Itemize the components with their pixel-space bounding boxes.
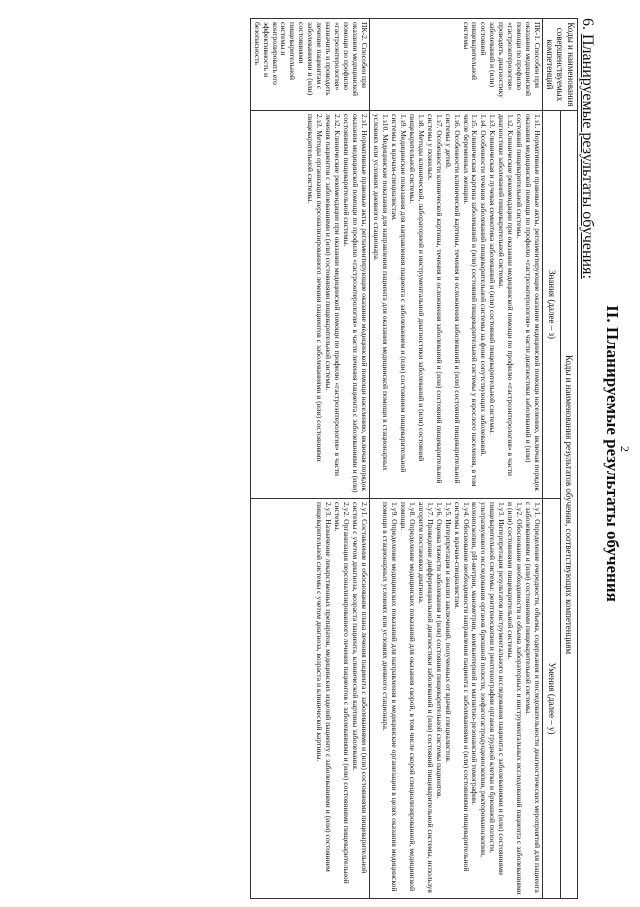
skill-item: 1.у9. Определение медицинских показаний для направления в медицинские организации в целях оказания медицинской помощи в стационарных условиях или условиях дневного стационара. [380, 502, 399, 892]
knowledge-item: 1.з4. Особенности течения заболеваний пищеварительной системы на фоне сопутствующих заболеваний. [479, 114, 489, 457]
skill-item: 2.у3. Назначение лекарственных препаратов, медицинских изделий пациенту с заболеваниями и (или) состоянием пищеварительной системы с учетом диагноза, возраста и клинической картины. [315, 502, 334, 872]
knowledge-item: 1.з2. Клинические рекомендации при оказании медицинской помощи по профилю «гастроэнтерология» в части диагностики заболеваний пищеварительной системы. [497, 114, 516, 476]
header-merged: Коды и наименования результатов обучения, соответствующих компетенциям [560, 111, 577, 899]
learning-outcomes-table [250, 18, 578, 899]
knowledge-item: 2.з2. Клинические рекомендации при оказании медицинской помощи по профилю «гастроэнтерология» в части лечения пациентов с заболеваниями и (или) состояниями пищеварительной системы. [324, 114, 343, 476]
header-competences: Коды и наименования совершенствуемых компетенций [543, 19, 578, 111]
knowledge-item: 1.з6. Особенности клинической картины, течения и осложнения заболеваний и (или) состояний пищеварительной системы у детей. [443, 114, 462, 484]
table-row [370, 19, 543, 899]
competence-cell: ПК-2. Способен при оказании медицинской помощи по профилю «гастроэнтерология» назначить и проводить лечение пациентам с заболеваниями и (или) состояниями пищеварительной системы и контролировать его эффективность и безопасность [250, 19, 369, 111]
subtitle-prefix: 6. [579, 18, 596, 34]
competence-cell: ПК-1. Способен при оказании медицинской помощи по профилю «гастроэнтерология» проводить диагностику заболеваний и (или) состояний пищеварительной системы [370, 19, 543, 111]
header-knowledge: Знания (далее – з) [543, 111, 560, 499]
skill-item: 1.у2. Обоснование необходимости и объема лабораторных и инструментальных исследований пациента с заболеваниями и (или) состояниями пищеварительной системы. [506, 502, 525, 895]
skills-cell [250, 499, 369, 899]
knowledge-item: 1.з1. Нормативные правовые акты, регламентирующие оказание медицинской помощи населению, включая порядок оказания медицинской помощи по профилю «гастроэнтерология» в части диагностики заболеваний и (или) состояний пищеварительной системы. [515, 114, 543, 492]
knowledge-item: 1.з10. Медицинские показания для направления пациента для оказания медицинской помощи в стационарных условиях или условиях дневного стационара. [372, 114, 390, 471]
page-number: 2 [618, 446, 632, 452]
knowledge-item: 1.з9. Медицинские показания для направления пациента с заболеванием и (или) состоянием пищеварительной системы к врачам-специалистам. [389, 114, 408, 473]
skills-cell [370, 499, 543, 899]
subtitle-underlined: Планируемые результаты обучения: [579, 34, 596, 279]
skill-item: 1.у6. Оценка тяжести заболевания и (или) состояния пищеварительной системы пациентов. [434, 502, 444, 799]
skill-item: 1.у4. Обоснование необходимости направления пациента с заболеваниями и (или) состояниями пищеварительной системы к врачам-специалистам. [452, 502, 471, 872]
knowledge-item: 1.з8. Методы клинической, лабораторной и инструментальной диагностики заболеваний и (или) состояний пищеварительной системы. [407, 114, 426, 462]
header-skills: Умения (далее – у) [543, 499, 560, 899]
skill-item: 1.у7. Проведение дифференциальной диагностики заболеваний и (или) состояний пищеварительной системы, используя алгоритм постановки диагноза. [416, 502, 435, 893]
skill-item: 1.у3. Интерпретация результатов инструментального исследования пациента с заболеваниями и (или) состояниями пищеварительной системы: рентгеноскопии и рентгенографии органов грудной клетки и брюшной полости, ультразвукового исследования органов брюшной полости, эзофагогастродуоденоскопии, ректороманоскопии, колоноскопии, pH-метрии, манометрии, компьютерной и магнитно-резонансной томографии. [470, 502, 507, 875]
knowledge-item: 1.з3. Клиническая и лучевая семиотика заболеваний и (или) состояний пищеварительной системы. [488, 114, 498, 435]
knowledge-item: 2.з1. Нормативные правовые акты, регламентирующие оказание медицинской помощи населению, включая порядок оказания медицинской помощи по профилю «гастроэнтерология» в части лечения пациента с заболеваниями и (или) состояниями пищеварительной системы. [342, 114, 370, 493]
knowledge-item: 1.з5. Клиническая картина заболеваний и (или) состояний пищеварительной системы у взрослого населения, в том числе беременных женщин. [461, 114, 480, 487]
knowledge-item: 1.з7. Особенности клинической картины, течения и осложнения заболеваний и (или) состояний пищеварительной системы у пожилых. [425, 114, 444, 484]
subtitle [578, 18, 596, 279]
knowledge-cell [370, 111, 543, 499]
section-title: II. Планируемые результаты обучения [603, 305, 622, 602]
knowledge-item: 2.з3. Методы организации персонализированного лечения пациентов с заболеваниями и (или) состояниями пищеварительной системы. [306, 114, 325, 462]
skill-item: 1.у1. Определение очередности, объема, содержания и последовательности диагностических мероприятий для пациента с заболеваниями и (или) состояниями пищеварительной системы. [524, 502, 543, 893]
skill-item: 2.у2. Организация персонализированного лечения пациентов с заболеваниями и (или) состояниями пищеварительной системы. [333, 502, 352, 884]
table-row [250, 19, 369, 899]
skill-item: 2.у1. Составление и обоснование плана лечения пациента с заболеваниями и (или) состояниями пищеварительной системы с учетом диагноза, возраста пациента, клинической картины заболевания. [351, 502, 370, 874]
knowledge-cell [250, 111, 369, 499]
skill-item: 1.у8. Определение медицинских показаний для оказания скорой, в том числе скорой специализированной, медицинской помощи. [398, 502, 417, 892]
skill-item: 1.у5. Интерпретация и анализ заключений, полученных от врачей специалистов. [443, 502, 453, 763]
